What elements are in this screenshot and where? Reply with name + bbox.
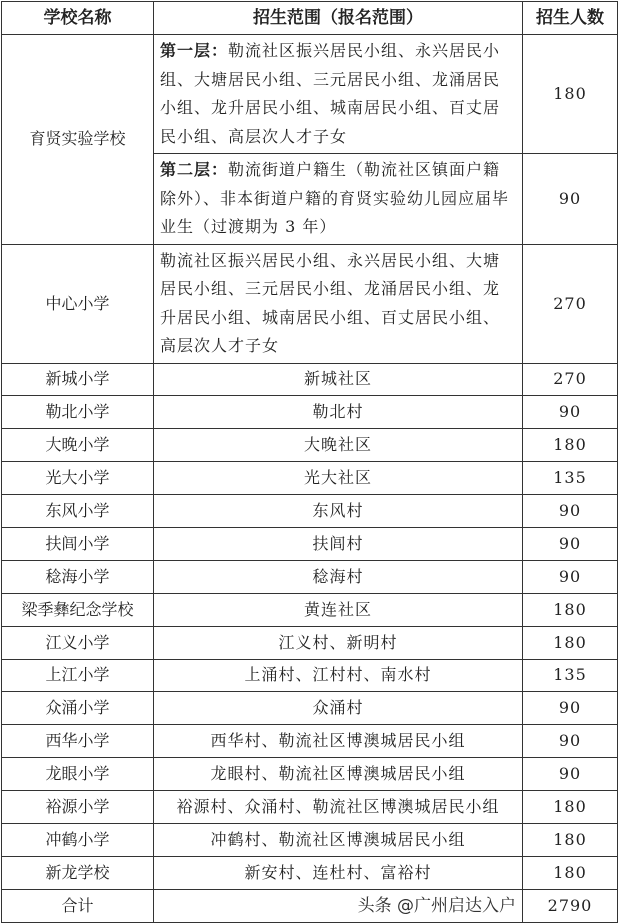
count-cell: 90 (523, 560, 618, 593)
school-name: 东风小学 (2, 495, 154, 528)
school-name: 育贤实验学校 (2, 35, 154, 245)
count-cell: 180 (523, 35, 618, 154)
school-name: 稔海小学 (2, 560, 154, 593)
table-row (2, 593, 618, 626)
school-name: 扶闾小学 (2, 527, 154, 560)
table-row (2, 791, 618, 824)
scope-cell: 冲鹤村、勒流社区博澳城居民小组 (154, 823, 523, 856)
header-row (2, 2, 618, 35)
count-cell: 270 (523, 244, 618, 363)
school-name: 大晚小学 (2, 429, 154, 462)
scope-cell: 上涌村、江村村、南水村 (154, 659, 523, 692)
scope-cell: 龙眼村、勒流社区博澳城居民小组 (154, 758, 523, 791)
total-row (2, 889, 618, 922)
table-row (2, 429, 618, 462)
count-cell: 90 (523, 725, 618, 758)
count-cell: 270 (523, 363, 618, 396)
table-row (2, 527, 618, 560)
scope-cell: 大晚社区 (154, 429, 523, 462)
table-row (2, 244, 618, 363)
scope-cell: 稔海村 (154, 560, 523, 593)
scope-cell: 西华村、勒流社区博澳城居民小组 (154, 725, 523, 758)
scope-cell: 勒流社区振兴居民小组、永兴居民小组、大塘居民小组、三元居民小组、龙涌居民小组、龙升居民小组、城南居民小组、百丈居民小组、高层次人才子女 (154, 244, 523, 363)
count-cell: 90 (523, 692, 618, 725)
table-row (2, 856, 618, 889)
table-row (2, 35, 618, 154)
table-row (2, 758, 618, 791)
header-count: 招生人数 (523, 2, 618, 35)
table-row (2, 692, 618, 725)
table-row (2, 725, 618, 758)
count-cell: 180 (523, 626, 618, 659)
count-cell: 90 (523, 758, 618, 791)
school-name: 光大小学 (2, 462, 154, 495)
total-scope (154, 889, 523, 922)
count-cell: 135 (523, 462, 618, 495)
count-cell: 180 (523, 823, 618, 856)
count-cell: 90 (523, 527, 618, 560)
school-name: 西华小学 (2, 725, 154, 758)
tier-text: 勒流街道户籍生（勒流社区镇面户籍除外）、非本街道户籍的育贤实验幼儿园应届毕业生（过渡期为 3 年） (160, 160, 510, 236)
scope-cell: 江义村、新明村 (154, 626, 523, 659)
school-name: 新龙学校 (2, 856, 154, 889)
tier-label: 第一层： (160, 41, 229, 60)
table-row (2, 462, 618, 495)
scope-cell: 新安村、连杜村、富裕村 (154, 856, 523, 889)
table-row (2, 659, 618, 692)
scope-cell: 众涌村 (154, 692, 523, 725)
count-cell: 90 (523, 495, 618, 528)
count-cell: 90 (523, 396, 618, 429)
scope-cell: 新城社区 (154, 363, 523, 396)
scope-cell: 黄连社区 (154, 593, 523, 626)
table-row (2, 823, 618, 856)
school-name: 梁季彝纪念学校 (2, 593, 154, 626)
total-label: 合计 (2, 889, 154, 922)
scope-cell (154, 154, 523, 245)
table-row (2, 560, 618, 593)
school-name: 裕源小学 (2, 791, 154, 824)
table-row (2, 495, 618, 528)
header-scope: 招生范围（报名范围） (154, 2, 523, 35)
scope-cell: 裕源村、众涌村、勒流社区博澳城居民小组 (154, 791, 523, 824)
scope-cell: 光大社区 (154, 462, 523, 495)
count-cell: 180 (523, 593, 618, 626)
watermark: 头条 @广州启达入户 (357, 895, 516, 916)
scope-cell (154, 35, 523, 154)
count-cell: 90 (523, 154, 618, 245)
scope-cell: 勒北村 (154, 396, 523, 429)
school-name: 众涌小学 (2, 692, 154, 725)
school-name: 中心小学 (2, 244, 154, 363)
count-cell: 135 (523, 659, 618, 692)
count-cell: 180 (523, 856, 618, 889)
school-name: 龙眼小学 (2, 758, 154, 791)
total-count: 2790 (523, 889, 618, 922)
school-name: 江义小学 (2, 626, 154, 659)
count-cell: 180 (523, 791, 618, 824)
tier-text: 勒流社区振兴居民小组、永兴居民小组、大塘居民小组、三元居民小组、龙涌居民小组、龙升居民小组、城南居民小组、百丈居民小组、高层次人才子女 (160, 41, 501, 146)
header-school: 学校名称 (2, 2, 154, 35)
school-name: 冲鹤小学 (2, 823, 154, 856)
table-row (2, 626, 618, 659)
count-cell: 180 (523, 429, 618, 462)
school-name: 新城小学 (2, 363, 154, 396)
tier-label: 第二层： (160, 160, 229, 179)
table-row (2, 396, 618, 429)
table-row (2, 363, 618, 396)
enrollment-table (1, 1, 618, 923)
scope-cell: 东风村 (154, 495, 523, 528)
scope-cell: 扶闾村 (154, 527, 523, 560)
school-name: 上江小学 (2, 659, 154, 692)
school-name: 勒北小学 (2, 396, 154, 429)
